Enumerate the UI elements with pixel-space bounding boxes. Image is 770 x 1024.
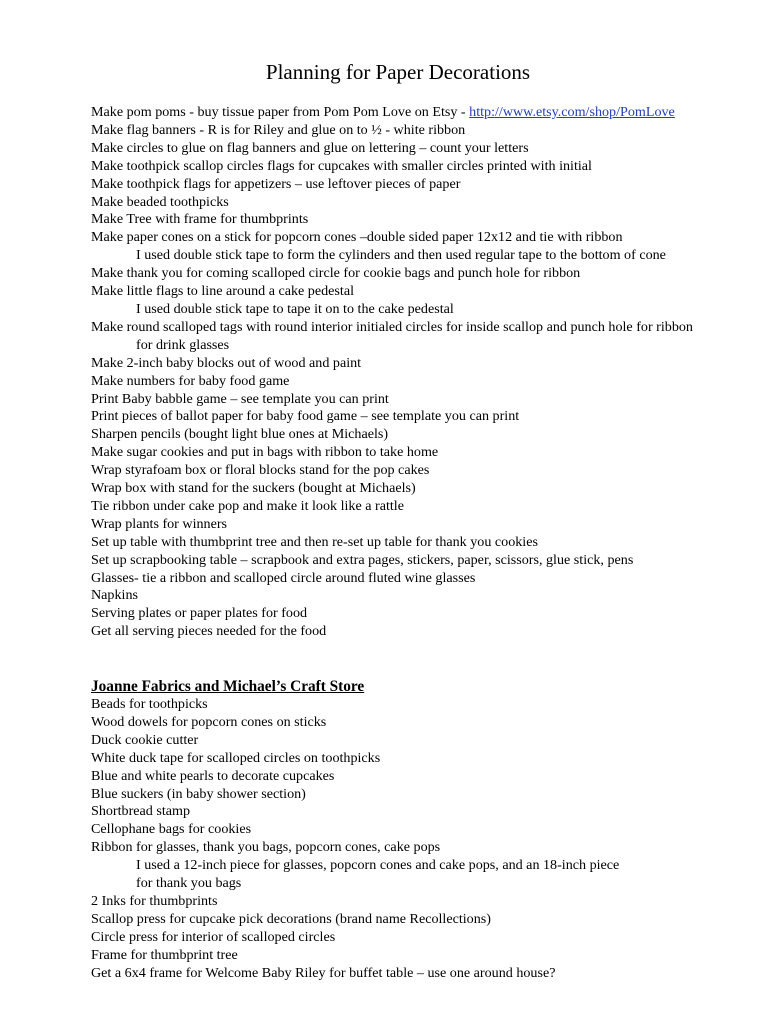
store-item bbox=[91, 821, 756, 839]
store-item-text: I used a 12-inch piece for glasses, popcorn cones and cake pops, and an 18-inch piece bbox=[136, 857, 620, 874]
store-item-text: Wood dowels for popcorn cones on sticks bbox=[91, 713, 327, 730]
task-line bbox=[91, 140, 756, 158]
task-line-text: Make circles to glue on flag banners and glue on lettering – count your letters bbox=[91, 139, 529, 156]
task-line bbox=[91, 444, 756, 462]
task-line-note bbox=[91, 301, 756, 319]
task-line-text: Get all serving pieces needed for the food bbox=[91, 623, 327, 640]
task-line bbox=[91, 122, 756, 140]
task-line bbox=[91, 391, 756, 409]
task-line bbox=[91, 408, 756, 426]
task-line-note bbox=[91, 337, 756, 355]
task-line-text: Glasses- tie a ribbon and scalloped circle around fluted wine glasses bbox=[91, 569, 476, 586]
task-line-text: Tie ribbon under cake pop and make it look like a rattle bbox=[91, 497, 404, 514]
store-item-text: Cellophane bags for cookies bbox=[91, 821, 252, 838]
task-line-text: I used double stick tape to form the cylinders and then used regular tape to the bottom of cone bbox=[136, 247, 666, 264]
task-line-text: Print pieces of ballot paper for baby food game – see template you can print bbox=[91, 408, 520, 425]
task-line-text: Wrap box with stand for the suckers (bought at Michaels) bbox=[91, 480, 416, 497]
store-item-text: Duck cookie cutter bbox=[91, 731, 199, 748]
task-line-text: Make pom poms - buy tissue paper from Pom Pom Love on Etsy - bbox=[91, 104, 470, 120]
store-item bbox=[91, 839, 756, 857]
store-item-text: Blue and white pearls to decorate cupcakes bbox=[91, 767, 335, 784]
task-line-text: I used double stick tape to tape it on to the cake pedestal bbox=[136, 300, 454, 317]
task-line-text: Make little flags to line around a cake pedestal bbox=[91, 283, 354, 300]
task-list bbox=[91, 104, 756, 641]
task-line-text: Serving plates or paper plates for food bbox=[91, 605, 308, 622]
etsy-shop-link[interactable]: http://www.etsy.com/shop/PomLove bbox=[469, 104, 675, 120]
task-line-text: Make round scalloped tags with round interior initialed circles for inside scallop and punch hole for ribbon bbox=[91, 318, 693, 335]
task-line-text: Make numbers for baby food game bbox=[91, 372, 290, 389]
task-line bbox=[91, 605, 756, 623]
task-line-note bbox=[91, 247, 756, 265]
store-item-text: Scallop press for cupcake pick decorations (brand name Recollections) bbox=[91, 910, 491, 927]
task-line-text: Wrap styrafoam box or floral blocks stand for the pop cakes bbox=[91, 462, 430, 479]
store-item-note bbox=[91, 857, 756, 875]
task-line-text: Sharpen pencils (bought light blue ones at Michaels) bbox=[91, 426, 389, 443]
store-item-text: Get a 6x4 frame for Welcome Baby Riley for buffet table – use one around house? bbox=[91, 964, 556, 981]
task-line-text: Make paper cones on a stick for popcorn cones –double sided paper 12x12 and tie with ribbon bbox=[91, 229, 623, 246]
task-line bbox=[91, 319, 756, 337]
task-line-text: Make 2-inch baby blocks out of wood and paint bbox=[91, 354, 362, 371]
task-line bbox=[91, 265, 756, 283]
store-item bbox=[91, 768, 756, 786]
task-line-text: Set up table with thumbprint tree and then re-set up table for thank you cookies bbox=[91, 533, 538, 550]
store-item-text: Blue suckers (in baby shower section) bbox=[91, 785, 306, 802]
task-line bbox=[91, 534, 756, 552]
store-item-text: Shortbread stamp bbox=[91, 803, 191, 820]
task-line bbox=[91, 498, 756, 516]
store-item bbox=[91, 965, 756, 983]
store-item-text: Ribbon for glasses, thank you bags, popcorn cones, cake pops bbox=[91, 839, 441, 856]
task-line-text: Make thank you for coming scalloped circle for cookie bags and punch hole for ribbon bbox=[91, 265, 581, 282]
store-item bbox=[91, 786, 756, 804]
task-line-text: Make toothpick flags for appetizers – use leftover pieces of paper bbox=[91, 175, 461, 192]
task-line-text: Make flag banners - R is for Riley and glue on to ½ - white ribbon bbox=[91, 121, 466, 138]
store-item bbox=[91, 750, 756, 768]
task-line bbox=[91, 480, 756, 498]
store-section bbox=[91, 677, 756, 983]
task-line bbox=[91, 104, 756, 122]
task-line-text: Wrap plants for winners bbox=[91, 515, 228, 532]
store-item-text: Beads for toothpicks bbox=[91, 696, 208, 712]
task-line bbox=[91, 229, 756, 247]
task-line-text: Napkins bbox=[91, 587, 138, 604]
store-item bbox=[91, 929, 756, 947]
document-title: Planning for Paper Decorations bbox=[265, 60, 531, 84]
task-line bbox=[91, 194, 756, 212]
store-item-text: for thank you bags bbox=[136, 875, 242, 892]
task-line-text: Make Tree with frame for thumbprints bbox=[91, 211, 309, 228]
task-line bbox=[91, 211, 756, 229]
task-line-text: Set up scrapbooking table – scrapbook and extra pages, stickers, paper, scissors, glue stick, pens bbox=[91, 551, 634, 568]
store-item-text: White duck tape for scalloped circles on toothpicks bbox=[91, 749, 381, 766]
task-line-text: Print Baby babble game – see template you can print bbox=[91, 390, 389, 407]
task-line-text: Make toothpick scallop circles flags for cupcakes with smaller circles printed with initial bbox=[91, 157, 592, 174]
task-line bbox=[91, 355, 756, 373]
task-line bbox=[91, 623, 756, 641]
store-item bbox=[91, 803, 756, 821]
store-item bbox=[91, 714, 756, 732]
task-line bbox=[91, 570, 756, 588]
task-line bbox=[91, 587, 756, 605]
task-line-text: Make sugar cookies and put in bags with ribbon to take home bbox=[91, 444, 439, 461]
store-item-note bbox=[91, 875, 756, 893]
task-line-text: Make beaded toothpicks bbox=[91, 193, 229, 210]
store-item-text: 2 Inks for thumbprints bbox=[91, 892, 218, 909]
store-section-heading: Joanne Fabrics and Michael’s Craft Store bbox=[91, 678, 365, 695]
task-line bbox=[91, 516, 756, 534]
store-item bbox=[91, 732, 756, 750]
task-line bbox=[91, 158, 756, 176]
task-line bbox=[91, 462, 756, 480]
task-line bbox=[91, 373, 756, 391]
task-line bbox=[91, 283, 756, 301]
task-line bbox=[91, 552, 756, 570]
store-item bbox=[91, 911, 756, 929]
task-line bbox=[91, 176, 756, 194]
store-item-list bbox=[91, 696, 756, 983]
store-item-text: Frame for thumbprint tree bbox=[91, 946, 238, 963]
task-line-text: for drink glasses bbox=[136, 336, 230, 353]
store-item bbox=[91, 947, 756, 965]
store-item bbox=[91, 696, 756, 714]
store-item bbox=[91, 893, 756, 911]
task-line bbox=[91, 426, 756, 444]
store-item-text: Circle press for interior of scalloped circles bbox=[91, 928, 336, 945]
